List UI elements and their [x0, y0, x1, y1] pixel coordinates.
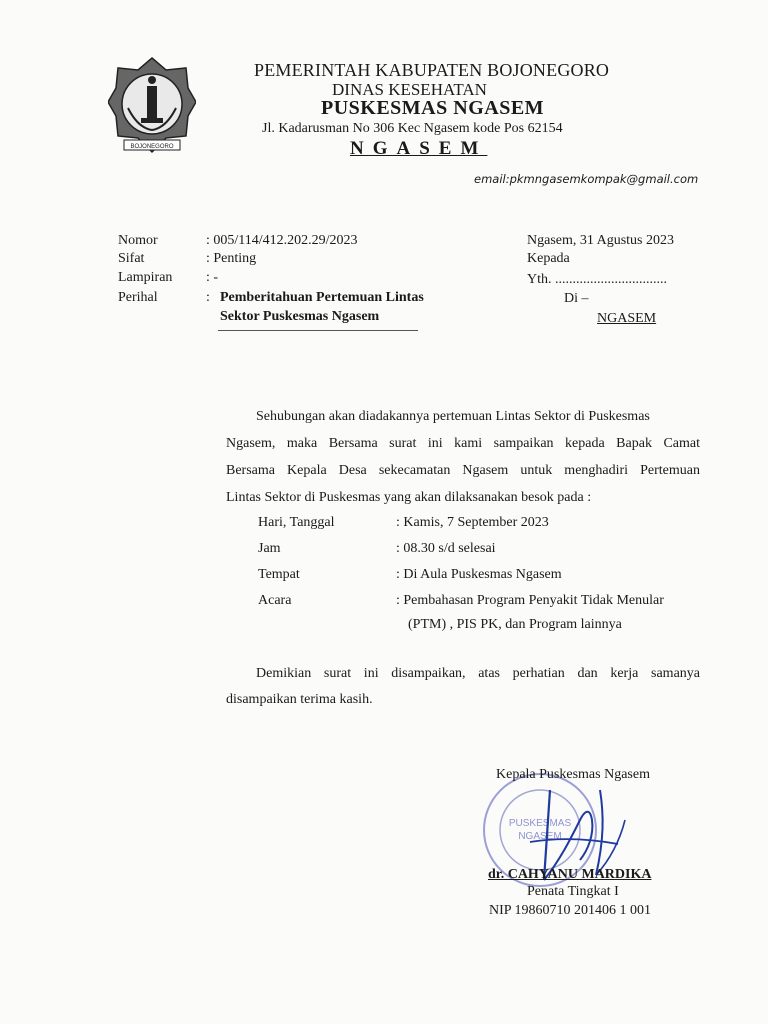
perihal-underline — [218, 330, 418, 331]
letterhead-department: DINAS KESEHATAN — [332, 80, 487, 99]
detail-value-date: : Kamis, 7 September 2023 — [396, 515, 549, 530]
closing-line-2: disampaikan terima kasih. — [226, 692, 373, 707]
letterhead-government: PEMERINTAH KABUPATEN BOJONEGORO — [254, 60, 610, 80]
body-p1-line-4: Lintas Sektor di Puskesmas yang akan dilaksanakan besok pada : — [226, 490, 592, 505]
body-p1-line-2: Ngasem, maka Bersama surat ini kami sampaikan kepada Bapak Camat — [226, 436, 700, 451]
letterhead-address: Jl. Kadarusman No 306 Kec Ngasem kode Pos 62154 — [262, 121, 563, 136]
regency-logo — [108, 56, 196, 168]
detail-label-date: Hari, Tanggal — [258, 515, 335, 530]
recipient-di: Di – — [564, 291, 589, 306]
detail-value-place: : Di Aula Puskesmas Ngasem — [396, 567, 562, 582]
nomor-value: : 005/114/412.202.29/2023 — [206, 233, 358, 248]
recipient-yth: Yth. ................................ — [527, 272, 667, 287]
recipient-place: NGASEM — [597, 311, 657, 326]
letterhead-town: NGASEM — [350, 138, 488, 159]
detail-label-place: Tempat — [258, 567, 300, 582]
lampiran-value: : - — [206, 270, 219, 285]
lampiran-label: Lampiran — [118, 270, 173, 285]
detail-value-agenda-2: (PTM) , PIS PK, dan Program lainnya — [408, 617, 622, 632]
perihal-colon: : — [206, 290, 210, 305]
detail-value-time: : 08.30 s/d selesai — [396, 541, 496, 556]
letterhead-institution: PUSKESMAS NGASEM — [321, 97, 545, 119]
letterhead-email: email:pkmngasemkompak@gmail.com — [474, 172, 699, 186]
recipient-kepada: Kepada — [527, 251, 570, 266]
sifat-value: : Penting — [206, 251, 257, 266]
closing-line-1: Demikian surat ini disampaikan, atas perhatian dan kerja samanya — [256, 666, 700, 681]
sifat-label: Sifat — [118, 251, 145, 266]
detail-value-agenda: : Pembahasan Program Penyakit Tidak Menular — [396, 593, 664, 608]
body-p1-line-3: Bersama Kepala Desa sekecamatan Ngasem untuk menghadiri Pertemuan — [226, 463, 700, 478]
svg-text:BOJONEGORO: BOJONEGORO — [130, 144, 174, 150]
signatory-nip: NIP 19860710 201406 1 001 — [489, 903, 652, 918]
signatory-title: Kepala Puskesmas Ngasem — [496, 767, 650, 782]
detail-label-agenda: Acara — [258, 593, 292, 608]
signatory-rank: Penata Tingkat I — [527, 884, 619, 899]
perihal-label: Perihal — [118, 290, 158, 305]
perihal-line-1: Pemberitahuan Pertemuan Lintas — [220, 290, 424, 305]
svg-text:NGASEM: NGASEM — [518, 831, 562, 842]
perihal-line-2: Sektor Puskesmas Ngasem — [220, 309, 380, 324]
signatory-name: dr. CAHYANU MARDIKA — [488, 867, 652, 882]
detail-label-time: Jam — [258, 541, 281, 556]
body-p1-line-1: Sehubungan akan diadakannya pertemuan Lintas Sektor di Puskesmas — [256, 409, 650, 424]
nomor-label: Nomor — [118, 233, 158, 248]
letter-date: Ngasem, 31 Agustus 2023 — [527, 233, 674, 248]
svg-text:PUSKESMAS: PUSKESMAS — [508, 818, 572, 829]
